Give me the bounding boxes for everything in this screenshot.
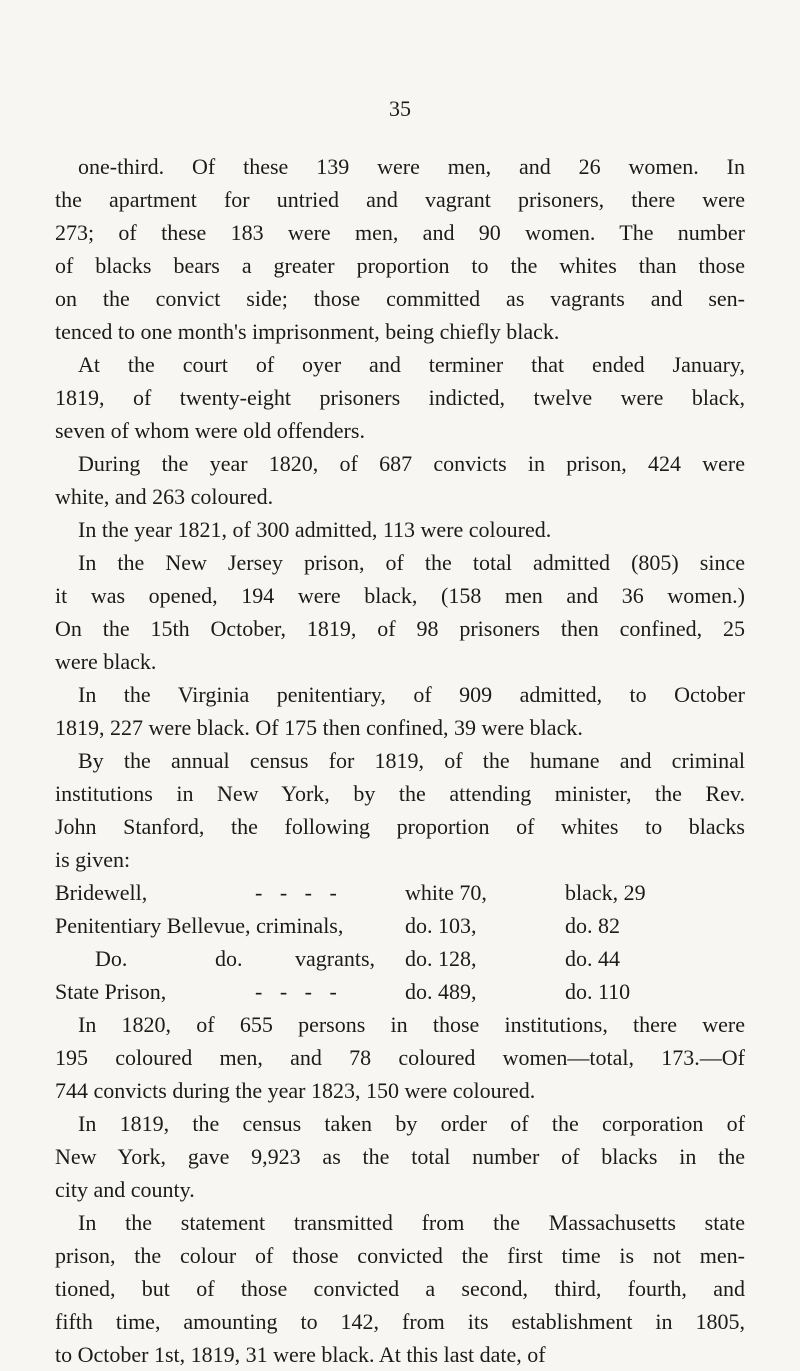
- text-line: At the court of oyer and terminer that ended January,: [78, 352, 745, 377]
- text-line: 1819, 227 were black. Of 175 then confined, 39 were black.: [55, 715, 583, 740]
- census-black-count: do. 44: [565, 946, 620, 971]
- text-line: one-third. Of these 139 were men, and 26 women. In: [78, 154, 745, 179]
- text-line: it was opened, 194 were black, (158 men and 36 women.): [55, 583, 745, 608]
- text-line: institutions in New York, by the attending minister, the Rev.: [55, 781, 745, 806]
- text-line: fifth time, amounting to 142, from its establishment in 1805,: [55, 1309, 745, 1334]
- text-line: 1819, of twenty-eight prisoners indicted, twelve were black,: [55, 385, 745, 410]
- body-text: [55, 150, 745, 1371]
- census-label: Do.: [95, 946, 128, 971]
- text-line: 195 coloured men, and 78 coloured women—total, 173.—Of: [55, 1045, 745, 1070]
- census-white-count: do. 489,: [405, 979, 477, 1004]
- text-line: By the annual census for 1819, of the humane and criminal: [78, 748, 745, 773]
- text-line: tioned, but of those convicted a second, third, fourth, and: [55, 1276, 745, 1301]
- text-line: In the New Jersey prison, of the total admitted (805) since: [78, 550, 745, 575]
- text-line: city and county.: [55, 1177, 195, 1202]
- leader-dashes: - - - -: [255, 979, 343, 1004]
- text-line: On the 15th October, 1819, of 98 prisoners then confined, 25: [55, 616, 745, 641]
- text-line: In the Virginia penitentiary, of 909 admitted, to October: [78, 682, 745, 707]
- census-label-ditto: do.: [215, 946, 243, 971]
- census-white-count: do. 128,: [405, 946, 477, 971]
- census-label: Penitentiary Bellevue, criminals,: [55, 913, 344, 938]
- census-row: [55, 876, 745, 909]
- text-line: 744 convicts during the year 1823, 150 were coloured.: [55, 1078, 536, 1103]
- text-line: to October 1st, 1819, 31 were black. At this last date, of: [55, 1342, 546, 1367]
- text-line: prison, the colour of those convicted the first time is not men-: [55, 1243, 745, 1268]
- census-label: Bridewell,: [55, 880, 148, 905]
- text-line: In 1820, of 655 persons in those institutions, there were: [78, 1012, 745, 1037]
- page-number: 35: [389, 96, 411, 121]
- text-line: During the year 1820, of 687 convicts in prison, 424 were: [78, 451, 745, 476]
- census-row: [55, 975, 745, 1008]
- text-line: is given:: [55, 847, 131, 872]
- text-line: 273; of these 183 were men, and 90 women. The number: [55, 220, 745, 245]
- text-line: tenced to one month's imprisonment, being chiefly black.: [55, 319, 560, 344]
- text-line: John Stanford, the following proportion of whites to blacks: [55, 814, 745, 839]
- census-row: [55, 942, 745, 975]
- text-line: the apartment for untried and vagrant prisoners, there were: [55, 187, 745, 212]
- text-line: seven of whom were old offenders.: [55, 418, 365, 443]
- census-white-count: do. 103,: [405, 913, 477, 938]
- text-line: white, and 263 coloured.: [55, 484, 274, 509]
- census-black-count: black, 29: [565, 880, 646, 905]
- census-label-category: vagrants,: [295, 946, 376, 971]
- text-line: In 1819, the census taken by order of the corporation of: [78, 1111, 745, 1136]
- text-line: of blacks bears a greater proportion to the whites than those: [55, 253, 745, 278]
- text-line: In the year 1821, of 300 admitted, 113 were coloured.: [78, 517, 552, 542]
- census-black-count: do. 110: [565, 979, 631, 1004]
- census-black-count: do. 82: [565, 913, 620, 938]
- census-white-count: white 70,: [405, 880, 487, 905]
- text-line: New York, gave 9,923 as the total number of blacks in the: [55, 1144, 745, 1169]
- leader-dashes: - - - -: [255, 880, 343, 905]
- census-label: State Prison,: [55, 979, 167, 1004]
- text-line: on the convict side; those committed as vagrants and sen-: [55, 286, 745, 311]
- text-line: were black.: [55, 649, 157, 674]
- census-row: [55, 909, 745, 942]
- text-line: In the statement transmitted from the Massachusetts state: [78, 1210, 745, 1235]
